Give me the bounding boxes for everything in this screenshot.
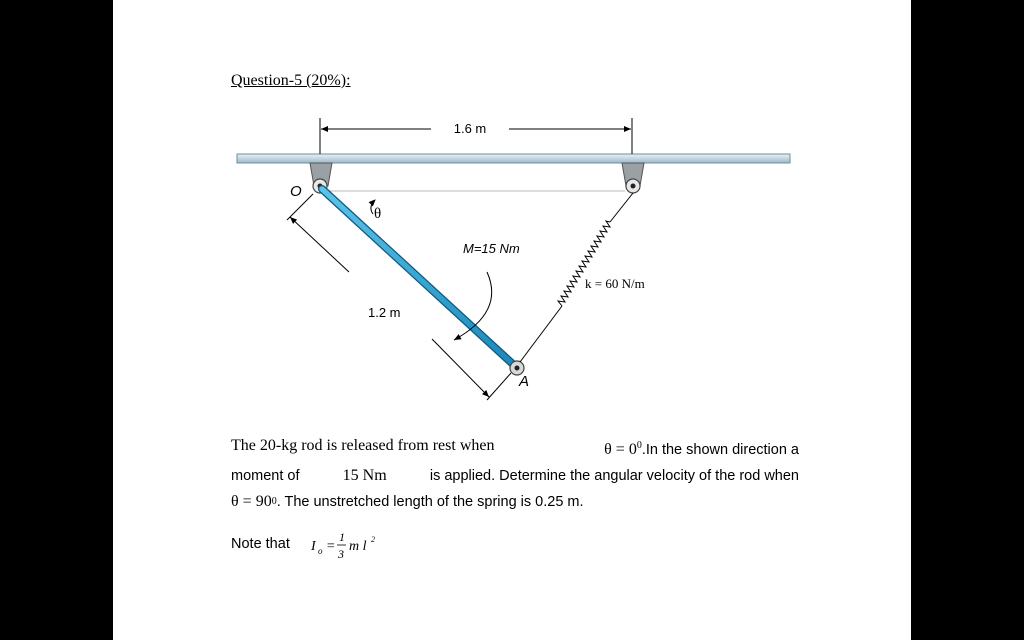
degree-sup: 0	[636, 440, 642, 451]
formula-rhs-sup: 2	[371, 535, 375, 544]
degree-sup: 0	[271, 495, 277, 507]
problem-text: is applied. Determine the angular velocity of the rod when	[429, 467, 799, 484]
ceiling-beam	[237, 154, 790, 163]
label-moment: M=15 Nm	[463, 241, 520, 256]
problem-line-1	[231, 433, 799, 463]
formula-lhs-sub: o	[318, 546, 323, 556]
label-spring: k = 60 N/m	[585, 276, 645, 291]
problem-line-2	[231, 463, 799, 489]
label-theta: θ	[374, 206, 382, 222]
rod-dim-arrow-top	[290, 217, 349, 272]
dim-top-label: 1.6 m	[453, 121, 487, 136]
inertia-formula	[309, 528, 389, 568]
problem-statement	[231, 433, 799, 515]
question-title: Question-5 (20%):	[231, 72, 351, 89]
spring-bottom-link	[520, 306, 562, 362]
mechanics-diagram	[113, 0, 911, 430]
moment-value: 15 Nm	[342, 466, 387, 484]
theta-equation: θ = 0	[604, 440, 637, 458]
problem-text: . The unstretched length of the spring is 0.25 m.	[276, 493, 584, 510]
formula-num: 1	[339, 530, 345, 544]
problem-text: The 20-kg rod is released from rest when	[231, 437, 495, 454]
rod-dim-arrow-bottom	[432, 339, 489, 397]
rod-dim-ext-bottom	[487, 373, 511, 400]
problem-text: .In the shown direction a	[641, 441, 799, 458]
theta-equation: θ = 90	[231, 492, 272, 510]
dim-rod-label: 1.2 m	[368, 305, 401, 320]
spring-top-link	[610, 193, 633, 222]
formula-rhs: m l	[349, 539, 367, 554]
note-label: Note that	[231, 536, 290, 552]
label-A: A	[519, 373, 530, 390]
formula-den: 3	[338, 547, 344, 561]
label-O: O	[290, 183, 302, 200]
formula-lhs: I	[311, 539, 316, 554]
formula-eq: =	[326, 539, 336, 554]
problem-text: moment of	[231, 467, 300, 484]
problem-line-3	[231, 489, 799, 515]
spring-coil	[558, 221, 610, 306]
document-page	[113, 0, 911, 640]
